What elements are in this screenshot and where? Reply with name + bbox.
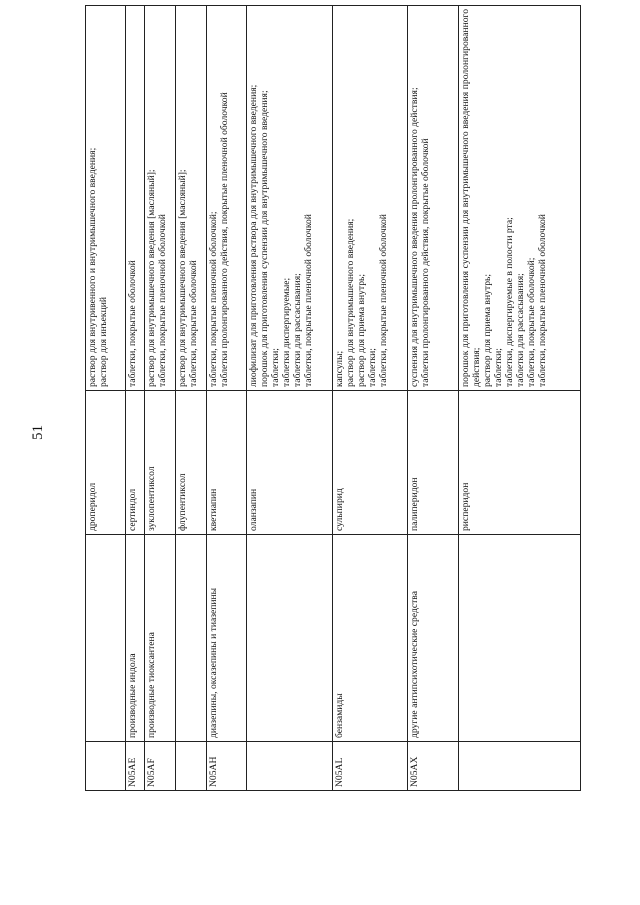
page-number: 51 (30, 425, 46, 440)
dosage-form: порошок для приготовления суспензии для внутримышечного введения; (259, 90, 271, 387)
dosage-form: лиофилизат для приготовления раствора для внутримышечного введения; (248, 84, 260, 387)
dosage-form: таблетки, покрытые пленочной оболочкой (377, 214, 389, 387)
atc-code-cell (175, 742, 206, 791)
group-name-cell (458, 535, 580, 742)
atc-code-cell: N05AH (207, 742, 247, 791)
dosage-form: раствор для внутривенного и внутримышечного введения; (87, 147, 98, 387)
dosage-forms-cell (125, 6, 144, 391)
dosage-forms-cell (207, 6, 247, 391)
dosage-forms-cell (332, 6, 407, 391)
dosage-form: таблетки, покрытые пленочной оболочкой (156, 214, 168, 387)
dosage-forms-cell (458, 6, 580, 391)
table-row (144, 6, 175, 791)
drug-name-cell: палиперидон (408, 391, 458, 535)
dosage-forms-cell (144, 6, 175, 391)
table-row (408, 6, 458, 791)
dosage-form: таблетки, покрытые оболочкой (126, 260, 138, 387)
atc-code-cell: N05AE (125, 742, 144, 791)
table-row (247, 6, 333, 791)
dosage-forms-cell (86, 6, 126, 391)
dosage-form: таблетки пролонгированного действия, покрытые оболочкой (420, 138, 432, 387)
atc-code-cell (86, 742, 126, 791)
dosage-form: таблетки для рассасывания; (514, 273, 526, 387)
dosage-form: раствор для инъекций (98, 297, 109, 387)
group-name-cell: бензамиды (332, 535, 407, 742)
drug-table-body (86, 6, 581, 791)
dosage-form: таблетки диспергируемые; (281, 277, 293, 387)
drug-name-cell: дроперидол (86, 391, 126, 535)
group-name-cell (247, 535, 333, 742)
drug-name-cell: оланзапин (247, 391, 333, 535)
drug-name-cell: сульпирид (332, 391, 407, 535)
atc-code-cell: N05AF (144, 742, 175, 791)
dosage-form: суспензия для внутримышечного введения пролонгированного действия; (409, 87, 421, 387)
table-row (125, 6, 144, 791)
dosage-form: раствор для внутримышечного введения [масляный]; (145, 169, 157, 387)
dosage-form: раствор для приема внутрь; (355, 273, 367, 387)
dosage-form: таблетки, покрытые оболочкой; (525, 257, 537, 387)
drug-name-cell: рисперидон (458, 391, 580, 535)
dosage-form: раствор для приема внутрь; (481, 273, 493, 387)
group-name-cell (175, 535, 206, 742)
drug-name-cell: сертиндол (125, 391, 144, 535)
atc-code-cell (247, 742, 333, 791)
dosage-forms-cell (408, 6, 458, 391)
dosage-form: таблетки; (492, 348, 504, 387)
dosage-form: раствор для внутримышечного введения; (344, 218, 356, 387)
table-row (458, 6, 580, 791)
group-name-cell: другие антипсихотические средства (408, 535, 458, 742)
drug-name-cell: кветиапин (207, 391, 247, 535)
dosage-form: порошок для приготовления суспензии для внутримышечного введения пролонгированного действия; (459, 9, 482, 387)
dosage-form: раствор для внутримышечного введения [масляный]; (176, 169, 188, 387)
dosage-form: таблетки, диспергируемые в полости рта; (503, 217, 515, 387)
group-name-cell: производные тиоксантена (144, 535, 175, 742)
drug-name-cell: зуклопентиксол (144, 391, 175, 535)
table-row (175, 6, 206, 791)
atc-code-cell (458, 742, 580, 791)
table-row (332, 6, 407, 791)
dosage-form: таблетки для рассасывания; (292, 273, 304, 387)
group-name-cell: производные индола (125, 535, 144, 742)
dosage-form: таблетки, покрытые пленочной оболочкой; (208, 211, 220, 387)
dosage-form: таблетки пролонгированного действия, покрытые пленочной оболочкой (219, 92, 231, 387)
dosage-form: таблетки; (366, 348, 378, 387)
dosage-form: таблетки; (270, 348, 282, 387)
drug-table (85, 5, 581, 791)
dosage-form: таблетки, покрытые пленочной оболочкой (303, 214, 315, 387)
table-row (86, 6, 126, 791)
dosage-forms-cell (247, 6, 333, 391)
dosage-form: таблетки, покрытые пленочной оболочкой (536, 214, 548, 387)
atc-code-cell: N05AL (332, 742, 407, 791)
drug-table-page (85, 9, 581, 791)
group-name-cell (86, 535, 126, 742)
group-name-cell: диазепины, оксазепины и тиазепины (207, 535, 247, 742)
table-row (207, 6, 247, 791)
dosage-form: таблетки, покрытые оболочкой (187, 260, 199, 387)
dosage-form: капсулы; (333, 350, 345, 387)
atc-code-cell: N05AX (408, 742, 458, 791)
dosage-forms-cell (175, 6, 206, 391)
drug-name-cell: флупентиксол (175, 391, 206, 535)
